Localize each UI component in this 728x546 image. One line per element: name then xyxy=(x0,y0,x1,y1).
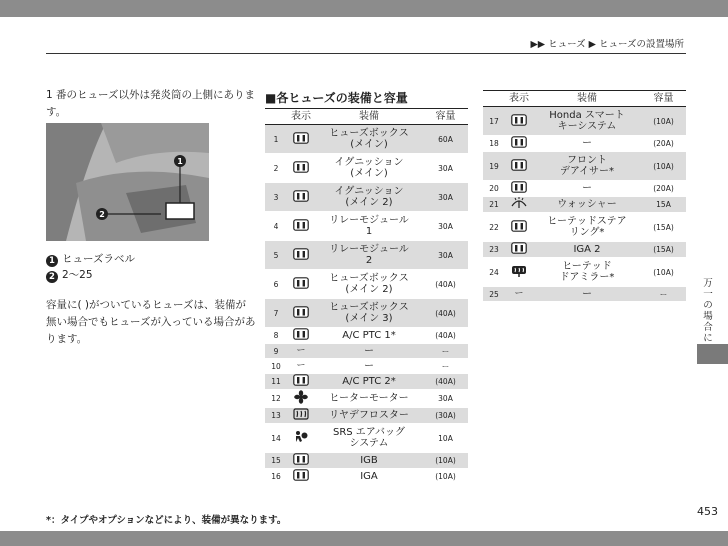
fuse-row xyxy=(483,107,686,136)
fuse-capacity: 30A xyxy=(423,183,468,212)
fuse-icon xyxy=(511,220,527,235)
fuse-icon xyxy=(511,159,527,174)
fuse-display: ー xyxy=(287,359,315,374)
fuse-display xyxy=(505,258,533,287)
fuse-equipment: ー xyxy=(533,287,641,302)
fuse-row xyxy=(265,390,468,408)
fuse-capacity: 10A xyxy=(423,424,468,453)
fuse-number: 19 xyxy=(483,152,505,181)
fuse-number: 2 xyxy=(265,154,287,183)
photo-legend xyxy=(46,251,135,283)
photo-callout-1: 1 xyxy=(177,157,183,166)
fuse-icon xyxy=(511,114,527,129)
fuse-capacity: 30A xyxy=(423,154,468,183)
fuse-equipment: ヒューズボックス (メイン) xyxy=(315,125,423,154)
fuse-icon xyxy=(293,306,309,321)
fuse-number: 22 xyxy=(483,213,505,242)
section-title: ■各ヒューズの装備と容量 xyxy=(265,91,408,105)
fuse-capacity: (10A) xyxy=(641,258,686,287)
breadcrumb[interactable]: ▶▶ ヒューズ ▶ ヒューズの設置場所 xyxy=(530,39,684,50)
fuse-row xyxy=(483,136,686,152)
fuse-row xyxy=(265,359,468,374)
fuse-equipment: IGA 2 xyxy=(533,242,641,258)
fuse-number: 20 xyxy=(483,181,505,197)
fuse-display xyxy=(287,183,315,212)
fuse-display xyxy=(287,125,315,154)
fuse-icon xyxy=(293,132,309,147)
srs-airbag-icon xyxy=(294,430,308,447)
fuse-display xyxy=(287,374,315,390)
fuse-number: 16 xyxy=(265,469,287,485)
fuse-icon xyxy=(293,374,309,389)
fuse-row xyxy=(265,183,468,212)
header-display: 表示 xyxy=(505,91,533,107)
fuse-capacity: (10A) xyxy=(641,107,686,136)
fuse-capacity: 30A xyxy=(423,212,468,241)
header-capacity: 容量 xyxy=(423,109,468,125)
fuse-equipment: A/C PTC 1* xyxy=(315,328,423,344)
intro-text: 1 番のヒューズ以外は発炎筒の上側にあります。 xyxy=(46,89,255,118)
fuse-display xyxy=(287,328,315,344)
fuse-display xyxy=(287,469,315,485)
fuse-equipment: ヒューズボックス (メイン 2) xyxy=(315,270,423,299)
fuse-number: 12 xyxy=(265,390,287,408)
fuse-equipment: ヒューズボックス (メイン 3) xyxy=(315,299,423,328)
fuse-capacity: (10A) xyxy=(423,469,468,485)
fuse-table-left-body xyxy=(265,125,468,485)
fuse-row xyxy=(265,241,468,270)
fuse-capacity: 30A xyxy=(423,390,468,408)
fuse-row xyxy=(265,154,468,183)
fuse-display: ー xyxy=(505,287,533,302)
fuse-number: 21 xyxy=(483,197,505,213)
fuse-row xyxy=(483,287,686,302)
fuse-equipment: ウォッシャー xyxy=(533,197,641,213)
legend-label-2: 2～25 xyxy=(62,269,93,281)
fuse-icon xyxy=(293,190,309,205)
fuse-icon xyxy=(293,277,309,292)
fuse-number: 3 xyxy=(265,183,287,212)
fuse-row xyxy=(265,453,468,469)
fuse-equipment: IGA xyxy=(315,469,423,485)
fuse-display: ー xyxy=(287,344,315,359)
fuse-capacity: ー xyxy=(423,359,468,374)
fuse-display xyxy=(287,212,315,241)
fuse-capacity: (15A) xyxy=(641,242,686,258)
fuse-number: 11 xyxy=(265,374,287,390)
fuse-capacity: (10A) xyxy=(423,453,468,469)
fuse-capacity: (40A) xyxy=(423,374,468,390)
fuse-display xyxy=(287,453,315,469)
fuse-display xyxy=(287,390,315,408)
fuse-equipment: A/C PTC 2* xyxy=(315,374,423,390)
legend-label-1: ヒューズラベル xyxy=(62,253,135,265)
fuse-capacity: ー xyxy=(423,344,468,359)
page-number: 453 xyxy=(697,505,718,518)
fuse-row xyxy=(265,299,468,328)
fuse-number: 10 xyxy=(265,359,287,374)
header-display: 表示 xyxy=(287,109,315,125)
fuse-number: 13 xyxy=(265,408,287,424)
fuse-capacity: (20A) xyxy=(641,136,686,152)
fuse-row xyxy=(483,181,686,197)
fuse-number: 9 xyxy=(265,344,287,359)
fuse-equipment: SRS エアバッグ システム xyxy=(315,424,423,453)
fuse-row xyxy=(265,344,468,359)
fuse-display xyxy=(287,154,315,183)
fuse-equipment: フロント デアイサー* xyxy=(533,152,641,181)
legend-number-2: 2 xyxy=(46,271,58,283)
capacity-note: 容量に( )がついているヒューズは、装備が無い場合でもヒューズが入っている場合があります。 xyxy=(46,299,256,345)
fuse-row xyxy=(265,469,468,485)
fuse-display xyxy=(505,197,533,213)
fuse-capacity: (20A) xyxy=(641,181,686,197)
fuse-row xyxy=(265,328,468,344)
fuse-icon xyxy=(293,161,309,176)
fuse-row xyxy=(265,408,468,424)
bottom-bar xyxy=(0,531,728,546)
fuse-capacity: ー xyxy=(641,287,686,302)
fuse-number: 6 xyxy=(265,270,287,299)
fuse-row xyxy=(483,197,686,213)
fuse-display xyxy=(287,408,315,424)
fuse-equipment: イグニッション (メイン 2) xyxy=(315,183,423,212)
fuse-number: 7 xyxy=(265,299,287,328)
washer-icon xyxy=(511,197,527,212)
fuse-number: 4 xyxy=(265,212,287,241)
footnote: *：タイプやオプションなどにより、装備が異なります。 xyxy=(46,515,287,526)
rear-defroster-icon xyxy=(293,408,309,423)
fuse-row xyxy=(483,258,686,287)
legend-number-1: 1 xyxy=(46,255,58,267)
fuse-table-left xyxy=(265,108,468,485)
fuse-display xyxy=(505,242,533,258)
fuse-equipment: リレーモジュール 1 xyxy=(315,212,423,241)
fuse-row xyxy=(483,213,686,242)
fuse-number: 18 xyxy=(483,136,505,152)
fuse-equipment: イグニッション (メイン) xyxy=(315,154,423,183)
fuse-number: 8 xyxy=(265,328,287,344)
fuse-row xyxy=(265,270,468,299)
header-equipment: 装備 xyxy=(533,91,641,107)
fuse-equipment: IGB xyxy=(315,453,423,469)
fuse-row xyxy=(265,424,468,453)
dashboard-illustration xyxy=(46,123,209,241)
fuse-capacity: (40A) xyxy=(423,328,468,344)
fuse-number: 24 xyxy=(483,258,505,287)
side-tab-marker[interactable] xyxy=(697,344,728,364)
fuse-capacity: 30A xyxy=(423,241,468,270)
fuse-row xyxy=(483,242,686,258)
fuse-display xyxy=(505,136,533,152)
fuse-equipment: ー xyxy=(315,344,423,359)
fuse-capacity: (30A) xyxy=(423,408,468,424)
header-number xyxy=(265,109,287,125)
fuse-row xyxy=(265,212,468,241)
side-tab-label[interactable]: 万一の場合に xyxy=(703,278,713,344)
header-number xyxy=(483,91,505,107)
fuse-icon xyxy=(293,453,309,468)
fuse-display xyxy=(287,241,315,270)
fuse-display xyxy=(287,299,315,328)
fuse-capacity: 15A xyxy=(641,197,686,213)
fuse-icon xyxy=(293,248,309,263)
fuse-number: 17 xyxy=(483,107,505,136)
fuse-icon xyxy=(511,242,527,257)
fuse-row xyxy=(483,152,686,181)
fuse-icon xyxy=(293,219,309,234)
fuse-equipment: Honda スマート キーシステム xyxy=(533,107,641,136)
fuse-number: 23 xyxy=(483,242,505,258)
fuse-equipment: ー xyxy=(533,136,641,152)
fuse-display xyxy=(505,213,533,242)
fuse-capacity: (40A) xyxy=(423,270,468,299)
fuse-capacity: (10A) xyxy=(641,152,686,181)
fuse-display xyxy=(287,424,315,453)
header-capacity: 容量 xyxy=(641,91,686,107)
fuse-capacity: (40A) xyxy=(423,299,468,328)
fuse-table-right-body xyxy=(483,107,686,302)
fuse-row xyxy=(265,374,468,390)
fuse-icon xyxy=(293,328,309,343)
fuse-equipment: ー xyxy=(315,359,423,374)
fan-icon xyxy=(294,390,308,407)
header-rule xyxy=(46,53,686,54)
fuse-display xyxy=(505,107,533,136)
fuse-row xyxy=(265,125,468,154)
fuse-number: 15 xyxy=(265,453,287,469)
fuse-equipment: ヒーテッドステア リング* xyxy=(533,213,641,242)
fuse-number: 5 xyxy=(265,241,287,270)
photo-callout-2: 2 xyxy=(99,210,105,219)
header-equipment: 装備 xyxy=(315,109,423,125)
heated-mirror-icon xyxy=(511,265,527,280)
fuse-display xyxy=(287,270,315,299)
fuse-number: 25 xyxy=(483,287,505,302)
fuse-equipment: ヒーテッド ドアミラー* xyxy=(533,258,641,287)
fuse-equipment: ヒーターモーター xyxy=(315,390,423,408)
top-bar xyxy=(0,0,728,17)
fuse-equipment: リヤデフロスター xyxy=(315,408,423,424)
legend-item-2 xyxy=(46,267,135,283)
fuse-display xyxy=(505,181,533,197)
fuse-capacity: (15A) xyxy=(641,213,686,242)
fuse-table-right xyxy=(483,90,686,302)
fuse-icon xyxy=(511,181,527,196)
fuse-capacity: 60A xyxy=(423,125,468,154)
legend-item-1 xyxy=(46,251,135,267)
fuse-number: 1 xyxy=(265,125,287,154)
fuse-icon xyxy=(293,469,309,484)
fuse-number: 14 xyxy=(265,424,287,453)
fuse-equipment: リレーモジュール 2 xyxy=(315,241,423,270)
fuse-location-photo xyxy=(46,123,209,241)
fuse-equipment: ー xyxy=(533,181,641,197)
fuse-icon xyxy=(511,136,527,151)
fuse-display xyxy=(505,152,533,181)
